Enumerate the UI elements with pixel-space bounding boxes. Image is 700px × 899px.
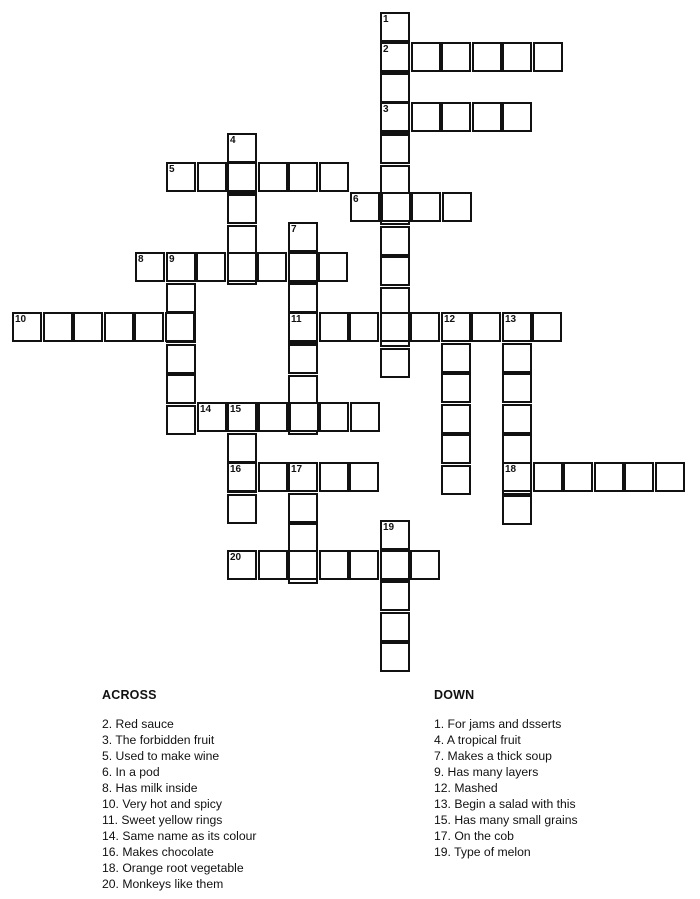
grid-cell[interactable]	[258, 462, 288, 492]
cell-number: 14	[200, 404, 212, 415]
grid-cell[interactable]	[563, 462, 593, 492]
across-clue: 6. In a pod	[102, 765, 160, 779]
grid-cell[interactable]	[197, 162, 227, 192]
grid-cell[interactable]	[227, 194, 257, 224]
grid-cell[interactable]	[380, 550, 410, 580]
grid-cell[interactable]	[533, 42, 563, 72]
grid-cell[interactable]	[441, 434, 471, 464]
grid-cell[interactable]	[73, 312, 103, 342]
grid-cell[interactable]	[288, 375, 318, 405]
grid-cell[interactable]	[349, 462, 379, 492]
grid-cell[interactable]	[380, 256, 410, 286]
grid-cell[interactable]	[318, 252, 348, 282]
grid-cell[interactable]	[288, 252, 318, 282]
grid-cell[interactable]	[442, 192, 472, 222]
grid-cell[interactable]	[380, 134, 410, 164]
grid-cell[interactable]	[411, 102, 441, 132]
grid-cell[interactable]	[502, 404, 532, 434]
down-clue: 15. Has many small grains	[434, 813, 578, 827]
cell-number: 2	[383, 44, 389, 55]
grid-cell[interactable]	[380, 642, 410, 672]
grid-cell[interactable]	[166, 344, 196, 374]
cell-number: 18	[505, 464, 517, 475]
across-clue: 10. Very hot and spicy	[102, 797, 222, 811]
cell-number: 19	[383, 522, 395, 533]
grid-cell[interactable]	[43, 312, 73, 342]
grid-cell[interactable]	[258, 550, 288, 580]
grid-cell[interactable]	[472, 102, 502, 132]
grid-cell[interactable]	[288, 162, 318, 192]
grid-cell[interactable]	[319, 312, 349, 342]
cell-number: 16	[230, 464, 242, 475]
down-clue: 13. Begin a salad with this	[434, 797, 576, 811]
grid-cell[interactable]	[134, 312, 164, 342]
grid-cell[interactable]	[441, 343, 471, 373]
grid-cell[interactable]	[441, 404, 471, 434]
cell-number: 12	[444, 314, 456, 325]
grid-cell[interactable]	[166, 405, 196, 435]
across-clue-list	[102, 716, 256, 892]
grid-cell[interactable]	[196, 252, 226, 282]
grid-cell[interactable]	[288, 550, 318, 580]
grid-cell[interactable]	[502, 373, 532, 403]
down-clue: 19. Type of melon	[434, 845, 531, 859]
grid-cell[interactable]	[319, 462, 349, 492]
grid-cell[interactable]	[380, 73, 410, 103]
cell-number: 7	[291, 224, 297, 235]
cell-number: 5	[169, 164, 175, 175]
grid-cell[interactable]	[165, 312, 195, 342]
across-clue: 5. Used to make wine	[102, 749, 220, 763]
down-clue: 9. Has many layers	[434, 765, 539, 779]
grid-cell[interactable]	[104, 312, 134, 342]
grid-cell[interactable]	[410, 312, 440, 342]
down-clues-section	[434, 688, 578, 860]
grid-cell[interactable]	[533, 462, 563, 492]
grid-cell[interactable]	[319, 402, 349, 432]
grid-cell[interactable]	[381, 192, 411, 222]
grid-cell[interactable]	[289, 402, 319, 432]
across-clue: 8. Has milk inside	[102, 781, 198, 795]
cell-number: 15	[230, 404, 242, 415]
down-clue: 4. A tropical fruit	[434, 733, 521, 747]
grid-cell[interactable]	[166, 283, 196, 313]
down-heading: DOWN	[434, 688, 475, 702]
across-clues-section	[102, 688, 256, 892]
grid-cell[interactable]	[227, 433, 257, 463]
grid-cell[interactable]	[441, 465, 471, 495]
grid-cell[interactable]	[380, 348, 410, 378]
down-clue: 7. Makes a thick soup	[434, 749, 552, 763]
grid-cell[interactable]	[532, 312, 562, 342]
cell-number: 13	[505, 314, 517, 325]
grid-cell[interactable]	[349, 550, 379, 580]
grid-cell[interactable]	[227, 494, 257, 524]
grid-cell[interactable]	[502, 343, 532, 373]
cell-number: 20	[230, 552, 242, 563]
grid-cell[interactable]	[471, 312, 501, 342]
grid-cell[interactable]	[257, 252, 287, 282]
grid-cell[interactable]	[258, 402, 288, 432]
grid-cell[interactable]	[349, 312, 379, 342]
cell-number: 8	[138, 254, 144, 265]
grid-cell[interactable]	[624, 462, 654, 492]
grid-cell[interactable]	[227, 225, 257, 255]
grid-cell[interactable]	[288, 344, 318, 374]
down-clue: 1. For jams and dsserts	[434, 717, 562, 731]
grid-cell[interactable]	[319, 550, 349, 580]
grid-cell[interactable]	[288, 523, 318, 553]
cell-number: 3	[383, 104, 389, 115]
cell-number: 10	[15, 314, 27, 325]
grid-cell[interactable]	[166, 374, 196, 404]
grid-cell[interactable]	[441, 102, 471, 132]
across-clue: 3. The forbidden fruit	[102, 733, 215, 747]
grid-cell[interactable]	[258, 162, 288, 192]
grid-cell[interactable]	[594, 462, 624, 492]
cell-number: 1	[383, 14, 389, 25]
grid-cell[interactable]	[411, 42, 441, 72]
cell-number: 6	[353, 194, 359, 205]
cell-number: 9	[169, 254, 175, 265]
grid-cell[interactable]	[502, 42, 532, 72]
grid-cell[interactable]	[380, 226, 410, 256]
grid-cell[interactable]	[472, 42, 502, 72]
grid-cell[interactable]	[410, 550, 440, 580]
across-clue: 18. Orange root vegetable	[102, 861, 244, 875]
grid-cell[interactable]	[502, 434, 532, 464]
grid-cell[interactable]	[411, 192, 441, 222]
grid-cell[interactable]	[227, 162, 257, 192]
cell-number: 17	[291, 464, 303, 475]
across-clue: 2. Red sauce	[102, 717, 174, 731]
down-clue-list	[434, 716, 578, 860]
cell-number: 11	[291, 314, 302, 325]
grid-cell[interactable]	[655, 462, 685, 492]
grid-cell[interactable]	[350, 402, 380, 432]
across-clue: 16. Makes chocolate	[102, 845, 214, 859]
grid-cell[interactable]	[380, 312, 410, 342]
cell-number: 4	[230, 135, 236, 146]
grid-cell[interactable]	[288, 493, 318, 523]
grid-cell[interactable]	[502, 495, 532, 525]
across-clue: 14. Same name as its colour	[102, 829, 257, 843]
across-clue: 11. Sweet yellow rings	[102, 813, 223, 827]
grid-cell[interactable]	[319, 162, 349, 192]
down-clue: 12. Mashed	[434, 781, 498, 795]
grid-cell[interactable]	[441, 373, 471, 403]
grid-cell[interactable]	[380, 612, 410, 642]
grid-cell[interactable]	[380, 165, 410, 195]
down-clue: 17. On the cob	[434, 829, 514, 843]
grid-cell[interactable]	[441, 42, 471, 72]
grid-cell[interactable]	[227, 252, 257, 282]
grid-cell[interactable]	[288, 283, 318, 313]
grid-cell[interactable]	[502, 102, 532, 132]
grid-cell[interactable]	[380, 581, 410, 611]
across-clue: 20. Monkeys like them	[102, 877, 224, 891]
across-heading: ACROSS	[102, 688, 157, 702]
